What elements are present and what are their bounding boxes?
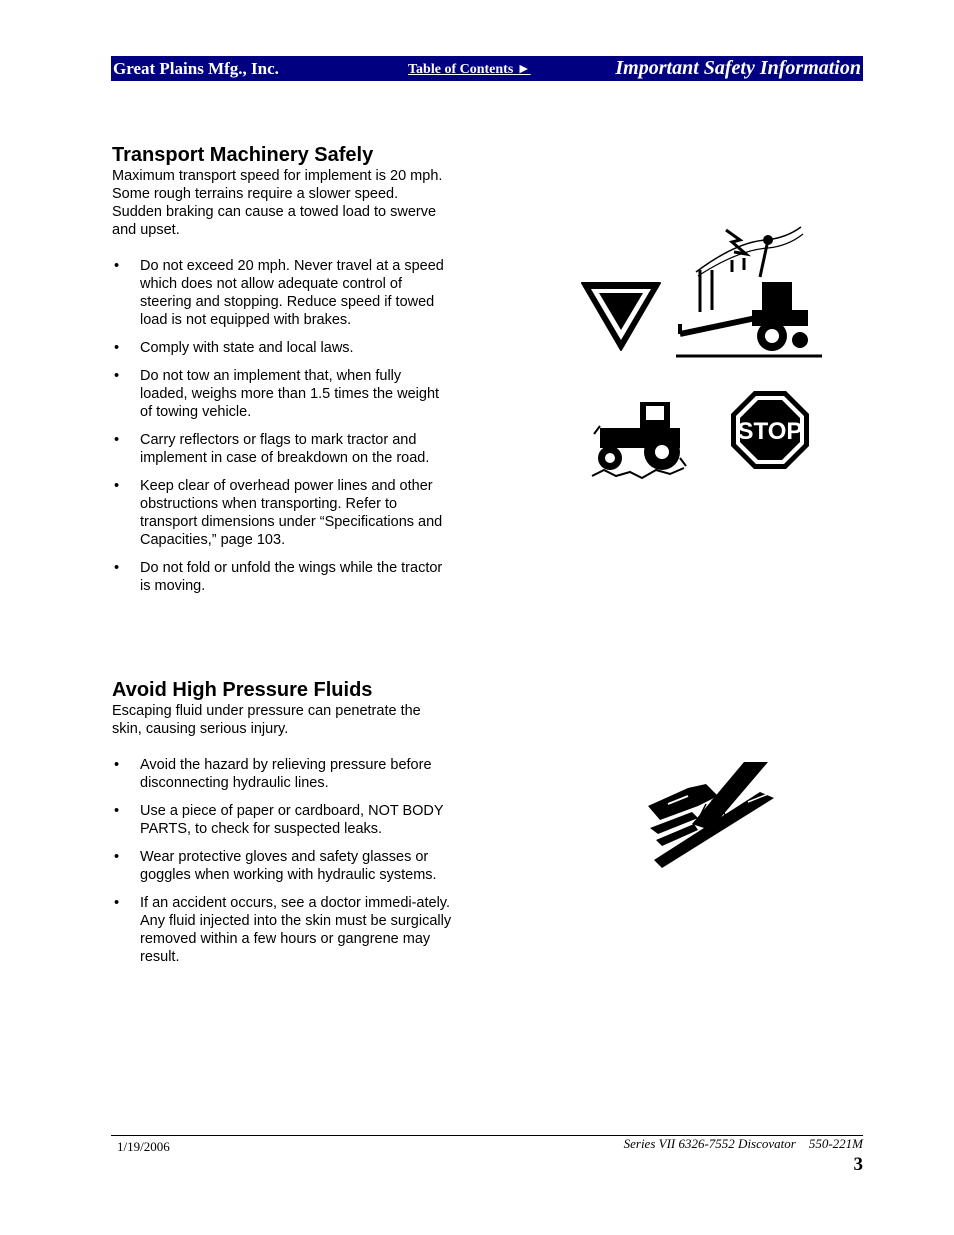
header-bar [111, 56, 863, 81]
page-number: 3 [853, 1154, 863, 1175]
tractor-rough-terrain-icon [590, 400, 688, 482]
list-item: • Carry reflectors or flags to mark tractor and implement in case of breakdown on the road. [112, 431, 452, 467]
section-title: Important Safety Information [615, 57, 861, 79]
list-item: • Comply with state and local laws. [112, 339, 452, 357]
list-item: • Use a piece of paper or cardboard, NOT BODY PARTS, to check for suspected leaks. [112, 802, 452, 838]
transport-heading: Transport Machinery Safely [112, 144, 374, 166]
list-item: • Keep clear of overhead power lines and other obstructions when transporting. Refer to transport dimensions under “Specifications and Capacities,” page 103. [112, 477, 452, 549]
list-item: • Do not exceed 20 mph. Never travel at a speed which does not allow adequate control of steering and stopping. Reduce speed if towed load is not equipped with brakes. [112, 257, 452, 329]
list-item: • Avoid the hazard by relieving pressure before disconnecting hydraulic lines. [112, 756, 452, 792]
footer-date: 1/19/2006 [117, 1139, 170, 1154]
list-item: • Do not tow an implement that, when fully loaded, weighs more than 1.5 times the weight of towing vehicle. [112, 367, 452, 421]
fluids-intro: Escaping fluid under pressure can penetrate the skin, causing serious injury. [112, 703, 421, 737]
transport-section [112, 143, 452, 605]
fluids-heading: Avoid High Pressure Fluids [112, 679, 373, 701]
yield-sign-icon [580, 280, 662, 352]
list-item: • If an accident occurs, see a doctor immedi-ately. Any fluid injected into the skin must be surgically removed within a few hours or gangrene may result. [112, 894, 452, 966]
list-item: • Do not fold or unfold the wings while the tractor is moving. [112, 559, 452, 595]
transport-intro: Maximum transport speed for implement is 20 mph. Some rough terrains require a slower speed. Sudden braking can cause a towed load to swerve and upset. [112, 168, 443, 238]
table-of-contents-link[interactable] [408, 62, 531, 78]
stop-sign-icon [730, 390, 810, 470]
fluids-bullet-list [112, 756, 452, 966]
high-pressure-fluid-hazard-icon [648, 760, 776, 870]
footer-series: Series VII 6326-7552 Discovator 550-221M [623, 1136, 863, 1151]
toc-label[interactable]: Table of Contents [408, 62, 514, 77]
stop-sign-text: STOP [737, 418, 803, 445]
transport-bullet-list [112, 257, 452, 595]
list-item: • Wear protective gloves and safety glasses or goggles when working with hydraulic systems. [112, 848, 452, 884]
fluids-section [112, 678, 452, 976]
company-name: Great Plains Mfg., Inc. [113, 59, 279, 78]
toc-arrow-icon[interactable]: ► [516, 62, 531, 77]
tractor-power-lines-icon [676, 222, 824, 362]
